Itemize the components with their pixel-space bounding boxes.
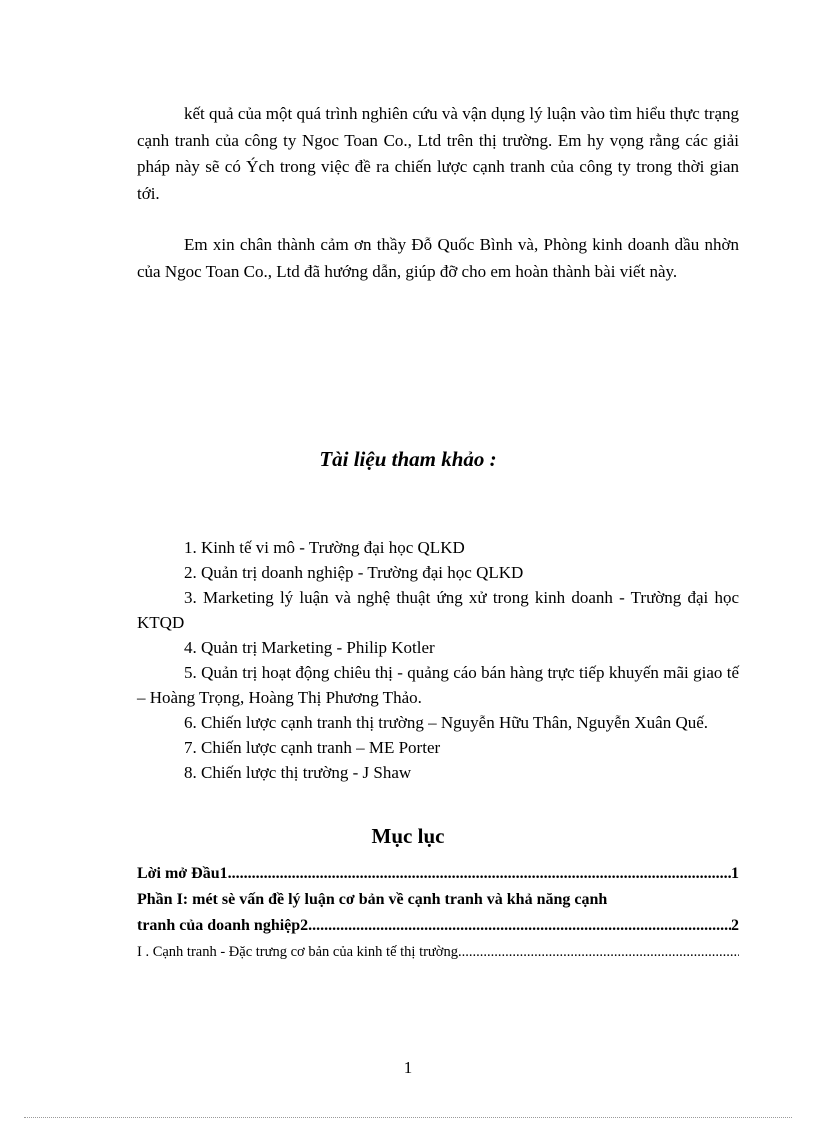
reference-item: 3. Marketing lý luận và nghệ thuật ứng xử trong kinh doanh - Trường đại học KTQD	[137, 588, 739, 632]
toc-leader-dots	[228, 861, 731, 887]
reference-item: 8. Chiến lược thị trường - J Shaw	[184, 763, 412, 782]
toc-leader-dots	[308, 913, 731, 939]
toc-entry-label: Phần I: mét sè vấn đề lý luận cơ bản về cạnh tranh và khả năng cạnh	[137, 891, 608, 908]
toc-leader-dots	[458, 939, 739, 965]
reference-item: 7. Chiến lược cạnh tranh – ME Porter	[184, 738, 441, 757]
page-number: 1	[403, 1058, 413, 1077]
toc-entry-page: 2	[731, 917, 739, 934]
page-bottom-divider	[24, 1117, 792, 1118]
toc-entry-label: I . Cạnh tranh - Đặc trưng cơ bản của kinh tế thị trường	[137, 944, 458, 960]
toc-entry-line	[137, 913, 739, 939]
toc-entry-label: Lời mở Đầu1	[137, 865, 228, 882]
reference-item: 5. Quản trị hoạt động chiêu thị - quảng cáo bán hàng trực tiếp khuyến mãi giao tế – Hoàng Trọng, Hoàng Thị Phương Thảo.	[137, 663, 739, 707]
references-list	[137, 535, 739, 785]
intro-paragraph-1: kết quả của một quá trình nghiên cứu và vận dụng lý luận vào tìm hiểu thực trạng cạnh tranh của công ty Ngoc Toan Co., Ltd trên thị trường. Em hy vọng rằng các giải pháp này sẽ có Ých trong việc đề ra chiến lược cạnh tranh của công ty trong thời gian tới.	[137, 104, 739, 203]
table-of-contents	[137, 861, 739, 965]
intro-paragraph-2: Em xin chân thành cảm ơn thầy Đỗ Quốc Bình và, Phòng kinh doanh dầu nhờn của Ngoc Toan Co., Ltd đã hướng dẫn, giúp đỡ cho em hoàn thành bài viết này.	[137, 235, 739, 281]
toc-entry-section1[interactable]	[137, 939, 739, 965]
toc-entry-label-cont: tranh của doanh nghiệp2	[137, 917, 309, 934]
references-title: Tài liệu tham khảo :	[319, 447, 497, 471]
reference-item: 4. Quản trị Marketing - Philip Kotler	[184, 638, 435, 657]
reference-item: 6. Chiến lược cạnh tranh thị trường – Nguyễn Hữu Thân, Nguyễn Xuân Quế.	[184, 713, 709, 732]
toc-entry-part1[interactable]	[137, 887, 739, 939]
toc-title: Mục lục	[371, 824, 445, 848]
reference-item: 2. Quản trị doanh nghiệp - Trường đại học QLKD	[184, 563, 524, 582]
toc-entry-intro[interactable]	[137, 861, 739, 887]
toc-entry-page: 1	[731, 865, 739, 882]
reference-item: 1. Kinh tế vi mô - Trường đại học QLKD	[184, 538, 465, 557]
